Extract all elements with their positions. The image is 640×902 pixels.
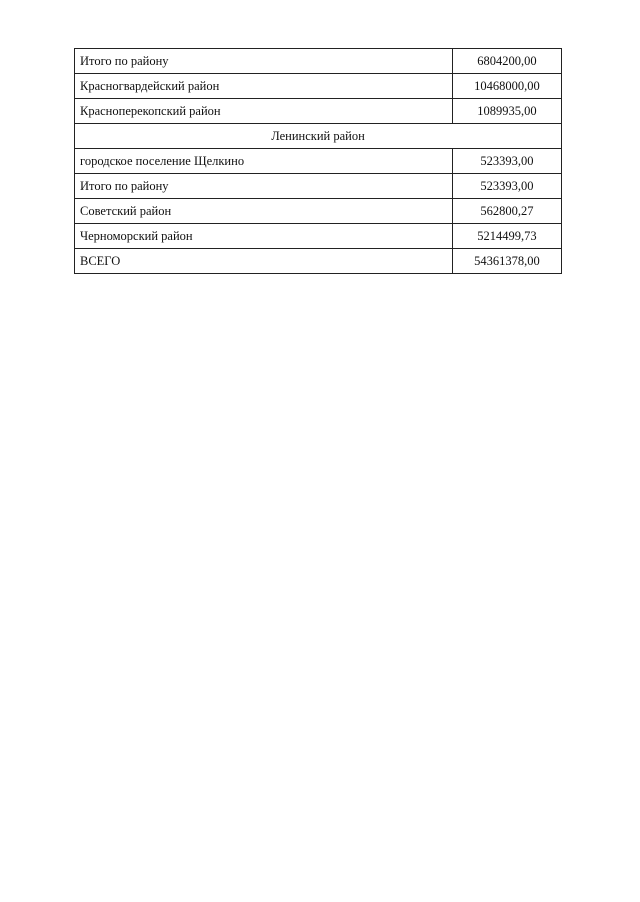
total-value: 54361378,00 <box>452 249 561 274</box>
budget-table <box>74 48 562 274</box>
row-value: 6804200,00 <box>452 49 561 74</box>
row-name: Итого по району <box>75 49 453 74</box>
table-row <box>75 49 562 74</box>
row-value: 5214499,73 <box>452 224 561 249</box>
row-name: городское поселение Щелкино <box>75 149 453 174</box>
section-row <box>75 124 562 149</box>
section-title: Ленинский район <box>75 124 562 149</box>
table-row <box>75 74 562 99</box>
total-label: ВСЕГО <box>75 249 453 274</box>
table-row <box>75 174 562 199</box>
table-row <box>75 149 562 174</box>
row-value: 523393,00 <box>452 174 561 199</box>
row-value: 1089935,00 <box>452 99 561 124</box>
row-value: 562800,27 <box>452 199 561 224</box>
row-name: Красногвардейский район <box>75 74 453 99</box>
row-name: Красноперекопский район <box>75 99 453 124</box>
row-name: Советский район <box>75 199 453 224</box>
row-name: Итого по району <box>75 174 453 199</box>
row-value: 10468000,00 <box>452 74 561 99</box>
row-value: 523393,00 <box>452 149 561 174</box>
table-row <box>75 99 562 124</box>
total-row <box>75 249 562 274</box>
table-row <box>75 224 562 249</box>
row-name: Черноморский район <box>75 224 453 249</box>
table-row <box>75 199 562 224</box>
